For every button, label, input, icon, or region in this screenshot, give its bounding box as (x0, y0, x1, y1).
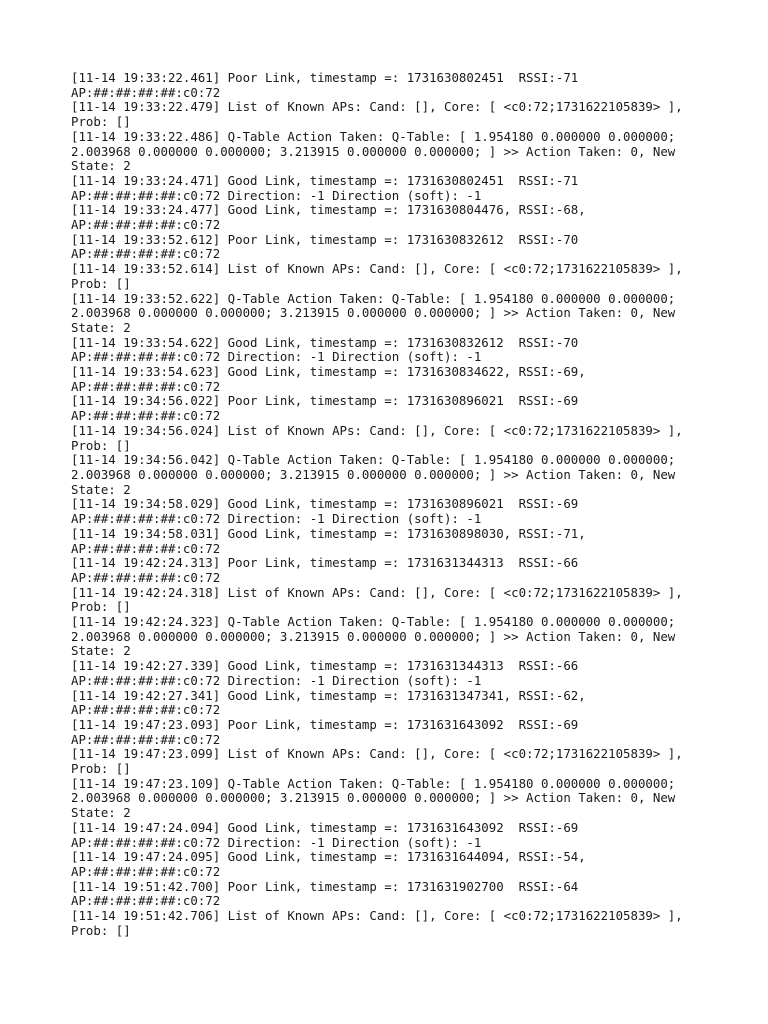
log-line: [11-14 19:34:56.024] List of Known APs: Cand: [], Core: [ <c0:72;1731622105839> ], Prob: [] (71, 422, 691, 453)
log-line: [11-14 19:34:58.031] Good Link, timestamp =: 1731630898030, RSSI:-71, AP:##:##:##:##:c0:72 (71, 525, 594, 556)
log-text-block (71, 71, 711, 938)
log-line: [11-14 19:33:24.477] Good Link, timestamp =: 1731630804476, RSSI:-68, AP:##:##:##:##:c0:72 (71, 202, 594, 233)
log-line: [11-14 19:47:23.093] Poor Link, timestamp =: 1731631643092 RSSI:-69 AP:##:##:##:##:c0:72 (71, 716, 586, 747)
log-line: [11-14 19:34:56.022] Poor Link, timestamp =: 1731630896021 RSSI:-69 AP:##:##:##:##:c0:72 (71, 393, 586, 424)
log-line: [11-14 19:33:22.461] Poor Link, timestamp =: 1731630802451 RSSI:-71 AP:##:##:##:##:c0:72 (71, 70, 586, 100)
log-line: [11-14 19:33:22.486] Q-Table Action Taken: Q-Table: [ 1.954180 0.000000 0.000000; 2.003968 0.000000 0.000000; 3.213915 0.000000 0.000000; ] >> Action Taken: 0, New State: 2 (71, 128, 683, 174)
log-line: [11-14 19:51:42.706] List of Known APs: Cand: [], Core: [ <c0:72;1731622105839> ], Prob: [] (71, 908, 691, 938)
log-line: [11-14 19:33:52.612] Poor Link, timestamp =: 1731630832612 RSSI:-70 AP:##:##:##:##:c0:72 (71, 231, 586, 262)
log-line: [11-14 19:34:56.042] Q-Table Action Taken: Q-Table: [ 1.954180 0.000000 0.000000; 2.003968 0.000000 0.000000; 3.213915 0.000000 0.000000; ] >> Action Taken: 0, New State: 2 (71, 452, 683, 497)
log-line: [11-14 19:33:54.622] Good Link, timestamp =: 1731630832612 RSSI:-70 AP:##:##:##:##:c0:72 Direction: -1 Direction (soft): -1 (71, 334, 586, 365)
log-line: [11-14 19:47:23.109] Q-Table Action Taken: Q-Table: [ 1.954180 0.000000 0.000000; 2.003968 0.000000 0.000000; 3.213915 0.000000 0.000000; ] >> Action Taken: 0, New State: 2 (71, 775, 683, 821)
log-line: [11-14 19:33:52.614] List of Known APs: Cand: [], Core: [ <c0:72;1731622105839> ], Prob: [] (71, 261, 691, 291)
log-line: [11-14 19:34:58.029] Good Link, timestamp =: 1731630896021 RSSI:-69 AP:##:##:##:##:c0:72 Direction: -1 Direction (soft): -1 (71, 496, 586, 527)
log-line: [11-14 19:42:27.339] Good Link, timestamp =: 1731631344313 RSSI:-66 AP:##:##:##:##:c0:72 Direction: -1 Direction (soft): -1 (71, 658, 586, 688)
log-line: [11-14 19:47:23.099] List of Known APs: Cand: [], Core: [ <c0:72;1731622105839> ], Prob: [] (71, 746, 691, 777)
log-line: [11-14 19:47:24.095] Good Link, timestamp =: 1731631644094, RSSI:-54, AP:##:##:##:##:c0:72 (71, 849, 594, 879)
log-line: [11-14 19:33:24.471] Good Link, timestamp =: 1731630802451 RSSI:-71 AP:##:##:##:##:c0:72 Direction: -1 Direction (soft): -1 (71, 172, 586, 203)
log-line: [11-14 19:33:54.623] Good Link, timestamp =: 1731630834622, RSSI:-69, AP:##:##:##:##:c0:72 (71, 364, 594, 394)
log-line: [11-14 19:47:24.094] Good Link, timestamp =: 1731631643092 RSSI:-69 AP:##:##:##:##:c0:72 Direction: -1 Direction (soft): -1 (71, 819, 586, 850)
log-line: [11-14 19:33:52.622] Q-Table Action Taken: Q-Table: [ 1.954180 0.000000 0.000000; 2.003968 0.000000 0.000000; 3.213915 0.000000 0.000000; ] >> Action Taken: 0, New State: 2 (71, 290, 683, 335)
log-line: [11-14 19:42:24.313] Poor Link, timestamp =: 1731631344313 RSSI:-66 AP:##:##:##:##:c0:72 (71, 555, 586, 585)
log-line: [11-14 19:51:42.700] Poor Link, timestamp =: 1731631902700 RSSI:-64 AP:##:##:##:##:c0:72 (71, 878, 586, 909)
log-line: [11-14 19:42:24.318] List of Known APs: Cand: [], Core: [ <c0:72;1731622105839> ], Prob: [] (71, 584, 691, 615)
log-line: [11-14 19:42:24.323] Q-Table Action Taken: Q-Table: [ 1.954180 0.000000 0.000000; 2.003968 0.000000 0.000000; 3.213915 0.000000 0.000000; ] >> Action Taken: 0, New State: 2 (71, 614, 683, 659)
log-line: [11-14 19:33:22.479] List of Known APs: Cand: [], Core: [ <c0:72;1731622105839> ], Prob: [] (71, 99, 691, 130)
log-line: [11-14 19:42:27.341] Good Link, timestamp =: 1731631347341, RSSI:-62, AP:##:##:##:##:c0:72 (71, 687, 594, 718)
